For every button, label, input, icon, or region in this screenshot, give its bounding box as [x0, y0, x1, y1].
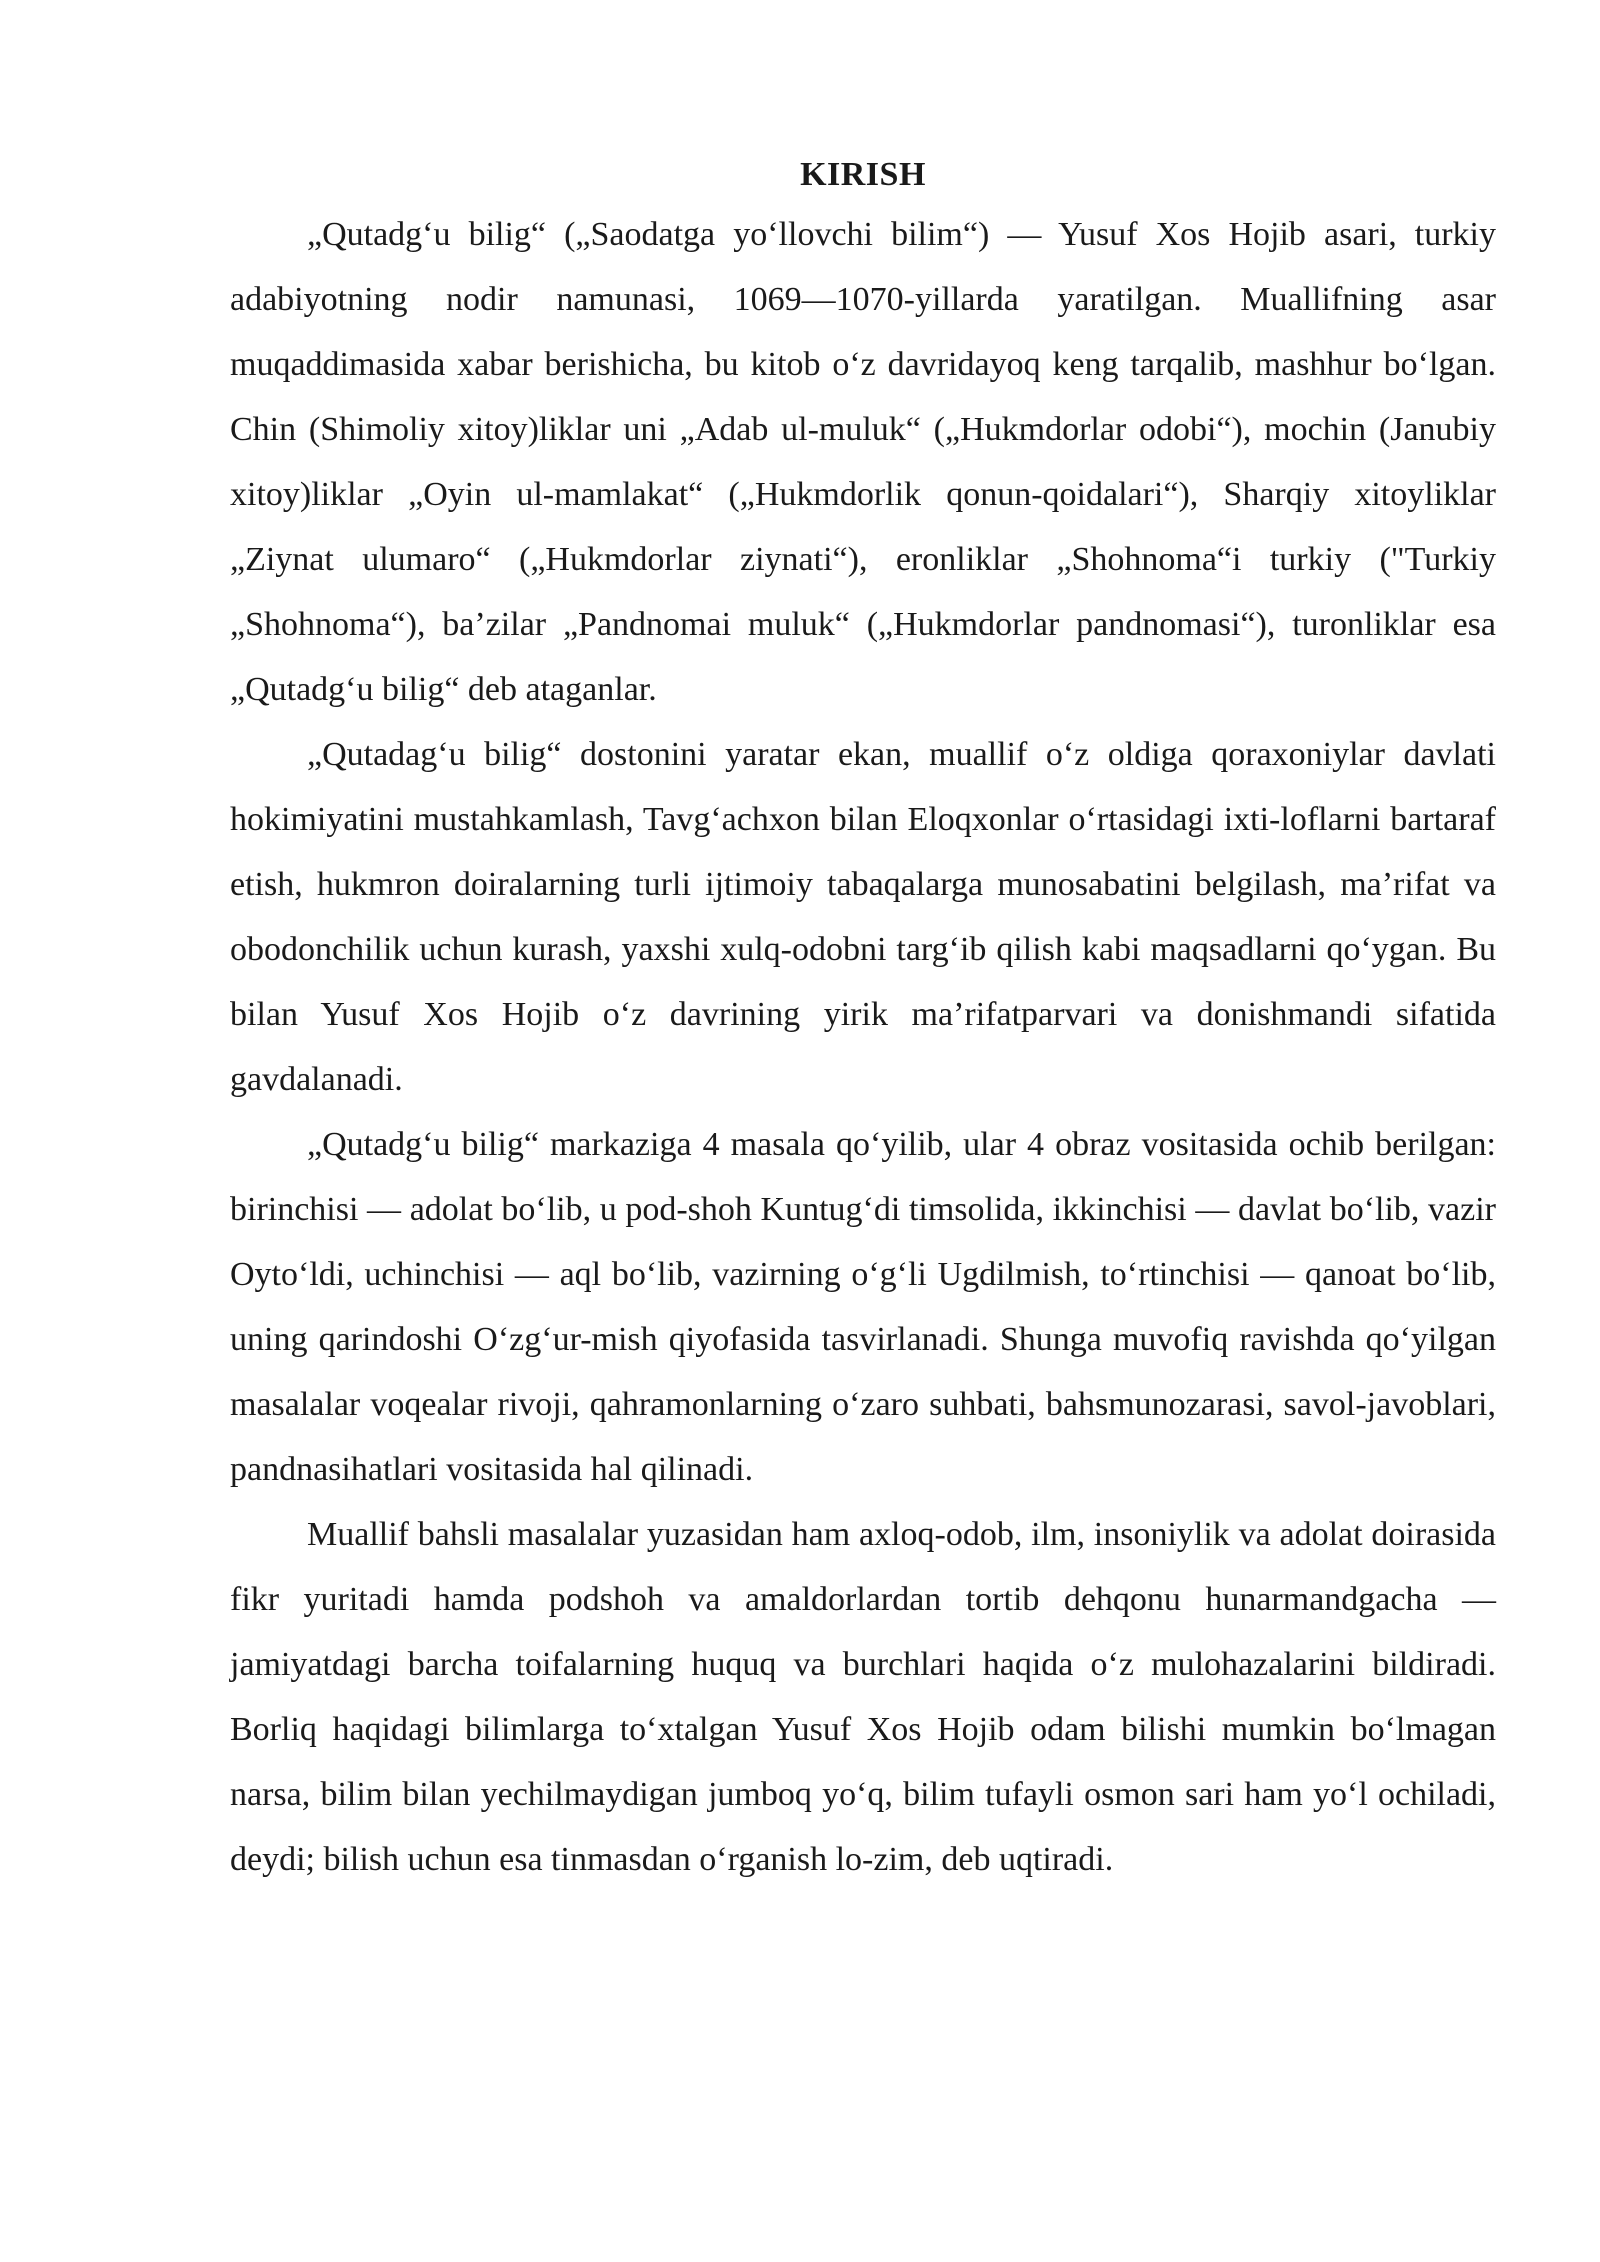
document-title: KIRISH	[800, 156, 926, 193]
paragraph: „Qutadg‘u bilig“ („Saodatga yo‘llovchi bilim“) — Yusuf Xos Hojib asari, turkiy adabiyotning nodir namunasi, 1069—1070-yillarda yaratilgan. Muallifning asar muqaddimasida xabar berishicha, bu kitob o‘z davridayoq keng tarqalib, mashhur bo‘lgan. Chin (Shimoliy xitoy)liklar uni „Adab ul-muluk“ („Hukmdorlar odobi“), mochin (Janubiy xitoy)liklar „Oyin ul-mamlakat“ („Hukmdorlik qonun-qoidalari“), Sharqiy xitoyliklar „Ziynat ulumaro“ („Hukmdorlar ziynati“), eronliklar „Shohnoma“i turkiy ("Turkiy „Shohnoma“), ba’zilar „Pandnomai muluk“ („Hukmdorlar pandnomasi“), turonliklar esa „Qutadg‘u bilig“ deb ataganlar.	[230, 216, 1496, 708]
document-body	[230, 148, 1496, 1892]
paragraph: Muallif bahsli masalalar yuzasidan ham axloq-odob, ilm, insoniylik va adolat doirasida fikr yuritadi hamda podshoh va amaldorlardan tortib dehqonu hunarmandgacha — jamiyatdagi barcha toifalarning huquq va burchlari haqida o‘z mulohazalarini bildiradi. Borliq haqidagi bilimlarga to‘xtalgan Yusuf Xos Hojib odam bilishi mumkin bo‘lmagan narsa, bilim bilan yechilmaydigan jumboq yo‘q, bilim tufayli osmon sari ham yo‘l ochiladi, deydi; bilish uchun esa tinmasdan o‘rganish lo-zim, deb uqtiradi.	[230, 1516, 1496, 1878]
paragraph: „Qutadag‘u bilig“ dostonini yaratar ekan, muallif o‘z oldiga qoraxoniylar davlati hokimiyatini mustahkamlash, Tavg‘achxon bilan Eloqxonlar o‘rtasidagi ixti-loflarni bartaraf etish, hukmron doiralarning turli ijtimoiy tabaqalarga munosabatini belgilash, ma’rifat va obodonchilik uchun kurash, yaxshi xulq-odobni targ‘ib qilish kabi maqsadlarni qo‘ygan. Bu bilan Yusuf Xos Hojib o‘z davrining yirik ma’rifatparvari va donishmandi sifatida gavdalanadi.	[230, 736, 1496, 1098]
paragraph: „Qutadg‘u bilig“ markaziga 4 masala qo‘yilib, ular 4 obraz vositasida ochib berilgan: birinchisi — adolat bo‘lib, u pod-shoh Kuntug‘di timsolida, ikkinchisi — davlat bo‘lib, vazir Oyto‘ldi, uchinchisi — aql bo‘lib, vazirning o‘g‘li Ugdilmish, to‘rtinchisi — qanoat bo‘lib, uning qarindoshi O‘zg‘ur-mish qiyofasida tasvirlanadi. Shunga muvofiq ravishda qo‘yilgan masalalar voqealar rivoji, qahramonlarning o‘zaro suhbati, bahsmunozarasi, savol-javoblari, pandnasihatlari vositasida hal qilinadi.	[230, 1126, 1496, 1488]
